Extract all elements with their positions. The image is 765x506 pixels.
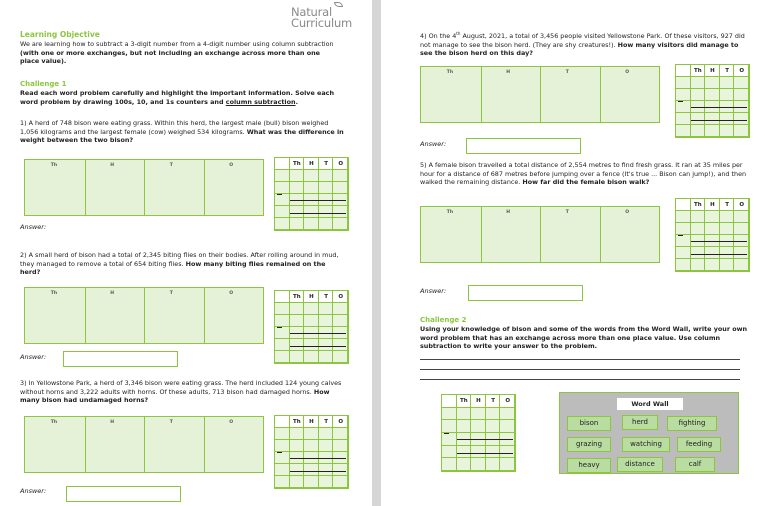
counter-column-divider bbox=[144, 288, 145, 343]
answer-line bbox=[457, 439, 513, 440]
grid-cell bbox=[676, 199, 691, 211]
grid-cell bbox=[333, 428, 348, 440]
question-5: 5) A female bison travelled a total distance of 2,554 metres to find fresh grass. It ran at 35 miles per hour for a distance of 687 metres before jumping over a fence (It's true ... Bison can jump!), and then walked the remaining distance. How far did the female bison walk? bbox=[420, 161, 747, 187]
minus-sign bbox=[678, 235, 683, 236]
grid-cell bbox=[290, 170, 305, 182]
grid-cell bbox=[691, 211, 706, 223]
answer-label: Answer: bbox=[420, 287, 447, 295]
answer-label: Answer: bbox=[20, 223, 47, 231]
counter-column-divider bbox=[481, 207, 482, 262]
grid-cell bbox=[319, 182, 334, 194]
grid-cell bbox=[333, 351, 348, 363]
answer-line bbox=[290, 458, 346, 459]
grid-cell bbox=[471, 420, 486, 433]
grid-cell bbox=[275, 182, 290, 194]
grid-cell bbox=[720, 247, 735, 259]
grid-cell bbox=[457, 446, 472, 459]
grid-cell bbox=[471, 458, 486, 471]
grid-column-header: O bbox=[739, 202, 745, 208]
minus-sign bbox=[277, 194, 282, 195]
grid-cell bbox=[304, 428, 319, 440]
grid-cell bbox=[486, 458, 501, 471]
grid-cell bbox=[705, 247, 720, 259]
minus-sign bbox=[277, 452, 282, 453]
grid-cell bbox=[275, 428, 290, 440]
grid-cell bbox=[442, 433, 457, 446]
grid-cell bbox=[457, 408, 472, 421]
grid-cell bbox=[471, 446, 486, 459]
counter-column-divider bbox=[85, 417, 86, 472]
word-wall-title: Word Wall bbox=[617, 398, 683, 410]
answer-line bbox=[290, 213, 346, 214]
grid-cell bbox=[290, 351, 305, 363]
answer-label: Answer: bbox=[20, 487, 47, 495]
word-tile: herd bbox=[622, 415, 658, 430]
grid-cell bbox=[304, 339, 319, 351]
writing-line[interactable] bbox=[420, 369, 740, 370]
grid-cell bbox=[734, 125, 749, 137]
place-value-counter-grid[interactable] bbox=[24, 416, 264, 473]
grid-cell bbox=[500, 458, 515, 471]
grid-cell bbox=[275, 206, 290, 218]
logo-line2: Curriculum bbox=[291, 16, 353, 30]
column-subtraction-grid[interactable] bbox=[675, 64, 750, 138]
column-subtraction-grid[interactable] bbox=[274, 157, 349, 231]
minus-sign bbox=[444, 433, 449, 434]
grid-cell bbox=[275, 452, 290, 464]
grid-cell bbox=[304, 206, 319, 218]
grid-cell bbox=[442, 446, 457, 459]
counter-column-header: Th bbox=[446, 210, 454, 215]
counter-column-divider bbox=[204, 417, 205, 472]
grid-cell bbox=[333, 440, 348, 452]
counter-column-header: O bbox=[625, 210, 630, 215]
place-value-counter-grid[interactable] bbox=[420, 66, 660, 123]
grid-column-header: T bbox=[491, 398, 495, 404]
logo bbox=[291, 7, 352, 29]
answer-input[interactable] bbox=[66, 486, 181, 502]
question-1: 1) A herd of 748 bison were eating grass. Within this herd, the largest male (bull) bison weighed 1,056 kilograms and the largest female (cow) weighed 534 kilograms. What was the difference in weight between the two bison? bbox=[20, 119, 344, 145]
counter-column-header: T bbox=[169, 291, 173, 296]
counter-column-header: T bbox=[169, 163, 173, 168]
grid-cell bbox=[304, 351, 319, 363]
grid-cell bbox=[442, 420, 457, 433]
word-tile: bison bbox=[567, 416, 611, 431]
grid-cell bbox=[691, 77, 706, 89]
counter-column-header: O bbox=[229, 420, 234, 425]
grid-cell bbox=[275, 158, 290, 170]
grid-cell bbox=[457, 458, 472, 471]
grid-cell bbox=[290, 339, 305, 351]
objective-title: Learning Objective bbox=[20, 30, 100, 39]
grid-cell bbox=[290, 428, 305, 440]
grid-cell bbox=[333, 464, 348, 476]
writing-line[interactable] bbox=[420, 359, 740, 360]
grid-cell bbox=[734, 77, 749, 89]
grid-cell bbox=[705, 223, 720, 235]
grid-cell bbox=[676, 211, 691, 223]
grid-cell bbox=[275, 327, 290, 339]
grid-cell bbox=[486, 446, 501, 459]
grid-column-header: Th bbox=[694, 202, 702, 208]
grid-cell bbox=[275, 416, 290, 428]
grid-column-header: T bbox=[324, 161, 328, 167]
grid-cell bbox=[290, 464, 305, 476]
grid-cell bbox=[275, 315, 290, 327]
grid-cell bbox=[319, 476, 334, 488]
counter-column-divider bbox=[540, 207, 541, 262]
answer-line bbox=[290, 200, 346, 201]
grid-column-header: T bbox=[725, 68, 729, 74]
grid-column-header: T bbox=[725, 202, 729, 208]
column-subtraction-grid[interactable] bbox=[274, 290, 349, 364]
grid-cell bbox=[676, 101, 691, 113]
grid-cell bbox=[486, 408, 501, 421]
grid-cell bbox=[275, 291, 290, 303]
word-tile: feeding bbox=[677, 437, 721, 452]
grid-cell bbox=[304, 476, 319, 488]
answer-input[interactable] bbox=[468, 285, 583, 301]
grid-cell bbox=[471, 408, 486, 421]
column-subtraction-grid[interactable] bbox=[675, 198, 750, 272]
question-4: 4) On the 4th August, 2021, a total of 3,456 people visited Yellowstone Park. Of these visitors, 927 did not manage to see the bison herd. (They are shy creatures!). How many visitors did manage to see the bison herd on this day? bbox=[420, 31, 745, 58]
grid-cell bbox=[691, 89, 706, 101]
place-value-counter-grid[interactable] bbox=[24, 159, 264, 216]
grid-cell bbox=[720, 125, 735, 137]
grid-cell bbox=[290, 218, 305, 230]
grid-cell bbox=[275, 170, 290, 182]
counter-column-header: H bbox=[506, 70, 511, 75]
counter-column-header: H bbox=[506, 210, 511, 215]
writing-line[interactable] bbox=[420, 379, 740, 380]
challenge2-title: Challenge 2 bbox=[420, 316, 467, 324]
grid-column-header: O bbox=[338, 294, 344, 300]
grid-cell bbox=[275, 351, 290, 363]
answer-line bbox=[691, 241, 747, 242]
grid-cell bbox=[720, 211, 735, 223]
counter-column-header: T bbox=[565, 210, 569, 215]
grid-cell bbox=[304, 170, 319, 182]
grid-cell bbox=[319, 218, 334, 230]
grid-cell bbox=[290, 440, 305, 452]
grid-cell bbox=[734, 259, 749, 271]
grid-cell bbox=[290, 182, 305, 194]
grid-cell bbox=[333, 339, 348, 351]
answer-line bbox=[691, 107, 747, 108]
grid-column-header: O bbox=[739, 68, 745, 74]
answer-line bbox=[691, 120, 747, 121]
grid-cell bbox=[500, 408, 515, 421]
grid-column-header: Th bbox=[460, 398, 468, 404]
grid-column-header: H bbox=[309, 161, 314, 167]
counter-column-divider bbox=[85, 288, 86, 343]
challenge2-text: Using your knowledge of bison and some of the words from the Word Wall, write your own word problem that has an exchange across more than one place value. Use column subtraction to write your answer to the problem. bbox=[420, 325, 748, 351]
grid-cell bbox=[319, 170, 334, 182]
grid-cell bbox=[333, 303, 348, 315]
grid-cell bbox=[319, 464, 334, 476]
answer-label: Answer: bbox=[420, 140, 447, 148]
grid-cell bbox=[705, 113, 720, 125]
grid-cell bbox=[442, 395, 457, 408]
column-subtraction-grid[interactable] bbox=[441, 394, 516, 472]
grid-cell bbox=[500, 420, 515, 433]
counter-column-header: T bbox=[169, 420, 173, 425]
grid-cell bbox=[500, 446, 515, 459]
grid-cell bbox=[691, 259, 706, 271]
grid-cell bbox=[304, 464, 319, 476]
grid-cell bbox=[734, 247, 749, 259]
word-tile: fighting bbox=[667, 416, 717, 431]
grid-cell bbox=[319, 303, 334, 315]
counter-column-divider bbox=[540, 67, 541, 122]
answer-input[interactable] bbox=[466, 138, 581, 154]
grid-cell bbox=[734, 211, 749, 223]
grid-column-header: T bbox=[324, 294, 328, 300]
answer-line bbox=[457, 453, 513, 454]
grid-cell bbox=[676, 223, 691, 235]
worksheet-page-1 bbox=[0, 0, 372, 506]
grid-cell bbox=[275, 218, 290, 230]
grid-cell bbox=[442, 408, 457, 421]
grid-cell bbox=[275, 464, 290, 476]
question-3: 3) In Yellowstone Park, a herd of 3,346 bison were eating grass. The herd included 124 young calves without horns and 3,222 adults with horns. Of these adults, 713 bison had damaged horns. How many bison had undamaged horns? bbox=[20, 379, 342, 405]
grid-cell bbox=[290, 315, 305, 327]
counter-column-header: H bbox=[110, 291, 115, 296]
grid-cell bbox=[720, 259, 735, 271]
counter-column-divider bbox=[85, 160, 86, 215]
grid-cell bbox=[333, 170, 348, 182]
answer-line bbox=[290, 471, 346, 472]
grid-cell bbox=[734, 223, 749, 235]
counter-column-divider bbox=[600, 67, 601, 122]
grid-cell bbox=[676, 89, 691, 101]
grid-cell bbox=[319, 206, 334, 218]
grid-cell bbox=[691, 223, 706, 235]
grid-column-header: H bbox=[710, 68, 715, 74]
grid-cell bbox=[676, 125, 691, 137]
grid-cell bbox=[676, 65, 691, 77]
grid-column-header: O bbox=[505, 398, 511, 404]
grid-cell bbox=[275, 194, 290, 206]
grid-cell bbox=[319, 339, 334, 351]
grid-cell bbox=[705, 77, 720, 89]
worksheet-page-2 bbox=[381, 0, 765, 506]
grid-cell bbox=[319, 440, 334, 452]
counter-column-header: Th bbox=[50, 291, 58, 296]
word-wall bbox=[559, 392, 739, 474]
grid-cell bbox=[290, 303, 305, 315]
minus-sign bbox=[277, 327, 282, 328]
grid-column-header: Th bbox=[293, 419, 301, 425]
grid-cell bbox=[734, 113, 749, 125]
grid-cell bbox=[691, 113, 706, 125]
grid-cell bbox=[333, 218, 348, 230]
counter-column-divider bbox=[481, 67, 482, 122]
grid-cell bbox=[290, 206, 305, 218]
grid-cell bbox=[691, 247, 706, 259]
minus-sign bbox=[678, 101, 683, 102]
grid-cell bbox=[333, 182, 348, 194]
answer-label: Answer: bbox=[20, 353, 47, 361]
grid-column-header: T bbox=[324, 419, 328, 425]
grid-cell bbox=[290, 476, 305, 488]
counter-column-divider bbox=[204, 160, 205, 215]
grid-cell bbox=[720, 223, 735, 235]
counter-column-header: O bbox=[625, 70, 630, 75]
grid-cell bbox=[333, 206, 348, 218]
grid-cell bbox=[720, 77, 735, 89]
grid-column-header: Th bbox=[293, 161, 301, 167]
grid-cell bbox=[333, 315, 348, 327]
grid-cell bbox=[304, 182, 319, 194]
word-tile: watching bbox=[622, 437, 670, 452]
counter-column-header: H bbox=[110, 420, 115, 425]
grid-cell bbox=[457, 420, 472, 433]
grid-cell bbox=[734, 89, 749, 101]
challenge1-intro: Read each word problem carefully and highlight the important information. Solve each word problem by drawing 100s, 10, and 1s counters and column subtraction. bbox=[20, 89, 335, 106]
grid-cell bbox=[319, 315, 334, 327]
place-value-counter-grid[interactable] bbox=[24, 287, 264, 344]
counter-column-divider bbox=[204, 288, 205, 343]
column-subtraction-grid[interactable] bbox=[274, 415, 349, 489]
grid-cell bbox=[304, 218, 319, 230]
grid-cell bbox=[304, 315, 319, 327]
grid-column-header: H bbox=[309, 419, 314, 425]
grid-cell bbox=[691, 125, 706, 137]
grid-column-header: H bbox=[309, 294, 314, 300]
grid-column-header: Th bbox=[694, 68, 702, 74]
grid-column-header: O bbox=[338, 419, 344, 425]
grid-cell bbox=[275, 339, 290, 351]
answer-line bbox=[691, 254, 747, 255]
grid-cell bbox=[720, 89, 735, 101]
counter-column-header: H bbox=[110, 163, 115, 168]
grid-cell bbox=[275, 440, 290, 452]
answer-line bbox=[290, 346, 346, 347]
grid-column-header: H bbox=[710, 202, 715, 208]
question-2: 2) A small herd of bison had a total of 2,345 biting flies on their bodies. After rolling around in mud, they managed to remove a total of 654 biting flies. How many biting flies remained on the herd? bbox=[20, 251, 339, 277]
grid-cell bbox=[676, 259, 691, 271]
grid-cell bbox=[676, 77, 691, 89]
objective-text: We are learning how to subtract a 3-digit number from a 4-digit number using column subtraction (with one or more exchanges, but not including an exchange across more than one place value). bbox=[20, 40, 334, 66]
grid-cell bbox=[676, 247, 691, 259]
word-tile: heavy bbox=[567, 458, 611, 473]
counter-column-header: Th bbox=[50, 163, 58, 168]
grid-column-header: H bbox=[476, 398, 481, 404]
grid-cell bbox=[275, 476, 290, 488]
grid-cell bbox=[442, 458, 457, 471]
grid-column-header: Th bbox=[293, 294, 301, 300]
grid-cell bbox=[676, 235, 691, 247]
grid-column-header: O bbox=[338, 161, 344, 167]
grid-cell bbox=[705, 89, 720, 101]
counter-column-divider bbox=[144, 417, 145, 472]
grid-cell bbox=[319, 351, 334, 363]
grid-cell bbox=[676, 113, 691, 125]
counter-column-header: O bbox=[229, 291, 234, 296]
grid-cell bbox=[486, 420, 501, 433]
place-value-counter-grid[interactable] bbox=[420, 206, 660, 263]
counter-column-divider bbox=[600, 207, 601, 262]
counter-column-header: Th bbox=[50, 420, 58, 425]
word-tile: calf bbox=[675, 457, 715, 472]
challenge1-title: Challenge 1 bbox=[20, 80, 67, 88]
grid-cell bbox=[705, 211, 720, 223]
grid-cell bbox=[304, 303, 319, 315]
counter-column-divider bbox=[144, 160, 145, 215]
answer-line bbox=[290, 333, 346, 334]
counter-column-header: Th bbox=[446, 70, 454, 75]
word-tile: distance bbox=[617, 457, 663, 472]
logo-line1: Natural bbox=[291, 5, 333, 19]
word-tile: grazing bbox=[567, 437, 611, 452]
grid-cell bbox=[705, 259, 720, 271]
grid-cell bbox=[705, 125, 720, 137]
answer-input[interactable] bbox=[63, 351, 178, 367]
grid-cell bbox=[720, 113, 735, 125]
counter-column-header: O bbox=[229, 163, 234, 168]
grid-cell bbox=[333, 476, 348, 488]
grid-cell bbox=[304, 440, 319, 452]
grid-cell bbox=[319, 428, 334, 440]
grid-cell bbox=[275, 303, 290, 315]
counter-column-header: T bbox=[565, 70, 569, 75]
